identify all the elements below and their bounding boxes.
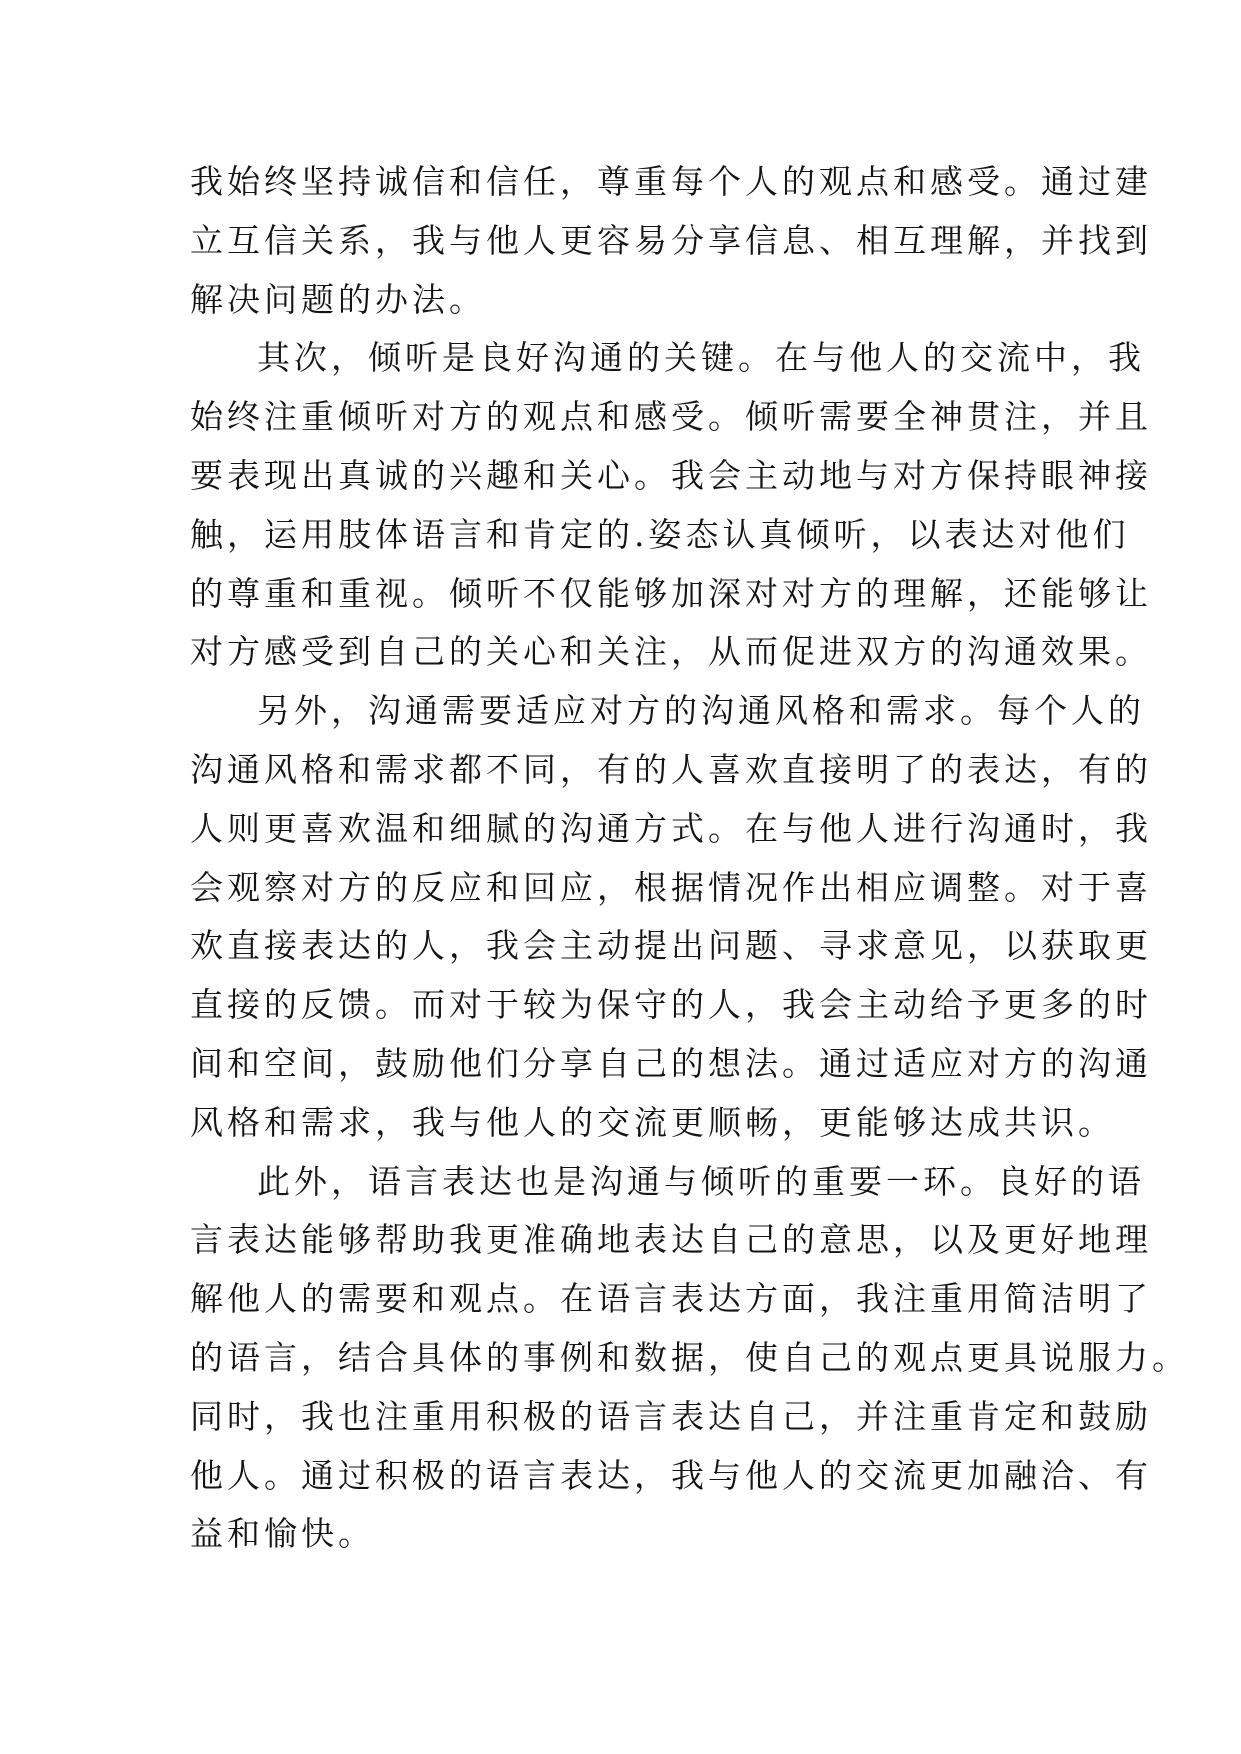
text-line: 他人。通过积极的语言表达，我与他人的交流更加融洽、有 (190, 1455, 1152, 1495)
text-line: 益和愉快。 (190, 1514, 375, 1554)
text-line: 同时，我也注重用积极的语言表达自己，并注重肯定和鼓励 (190, 1396, 1152, 1436)
text-line: 触，运用肢体语言和肯定的.姿态认真倾听，以表达对他们 (190, 514, 1130, 554)
body-text (190, 153, 1189, 1564)
text-line: 解他人的需要和观点。在语言表达方面，我注重用简洁明了 (190, 1279, 1152, 1319)
paragraph-start-line: 其次，倾听是良好沟通的关键。在与他人的交流中，我 (257, 338, 1145, 378)
text-line: 间和空间，鼓励他们分享自己的想法。通过适应对方的沟通 (190, 1043, 1152, 1083)
text-line: 解决问题的办法。 (190, 279, 486, 319)
paragraph-start-line: 此外，语言表达也是沟通与倾听的重要一环。良好的语 (257, 1161, 1145, 1201)
paragraph-start-line: 另外，沟通需要适应对方的沟通风格和需求。每个人的 (257, 691, 1145, 731)
text-line: 会观察对方的反应和回应，根据情况作出相应调整。对于喜 (190, 867, 1152, 907)
text-line: 的语言，结合具体的事例和数据，使自己的观点更具说服力。 (190, 1337, 1189, 1377)
text-line: 言表达能够帮助我更准确地表达自己的意思，以及更好地理 (190, 1220, 1152, 1260)
text-line: 立互信关系，我与他人更容易分享信息、相互理解，并找到 (190, 220, 1152, 260)
text-line: 始终注重倾听对方的观点和感受。倾听需要全神贯注，并且 (190, 397, 1152, 437)
text-line: 风格和需求，我与他人的交流更顺畅，更能够达成共识。 (190, 1102, 1115, 1142)
text-line: 人则更喜欢温和细腻的沟通方式。在与他人进行沟通时，我 (190, 808, 1152, 848)
text-line: 对方感受到自己的关心和关注，从而促进双方的沟通效果。 (190, 632, 1152, 672)
text-line: 要表现出真诚的兴趣和关心。我会主动地与对方保持眼神接 (190, 455, 1152, 495)
text-line: 我始终坚持诚信和信任，尊重每个人的观点和感受。通过建 (190, 162, 1152, 201)
text-line: 直接的反馈。而对于较为保守的人，我会主动给予更多的时 (190, 985, 1152, 1025)
text-line: 的尊重和重视。倾听不仅能够加深对对方的理解，还能够让 (190, 573, 1152, 613)
text-line: 沟通风格和需求都不同，有的人喜欢直接明了的表达，有的 (190, 749, 1152, 789)
text-line: 欢直接表达的人，我会主动提出问题、寻求意见，以获取更 (190, 926, 1152, 966)
